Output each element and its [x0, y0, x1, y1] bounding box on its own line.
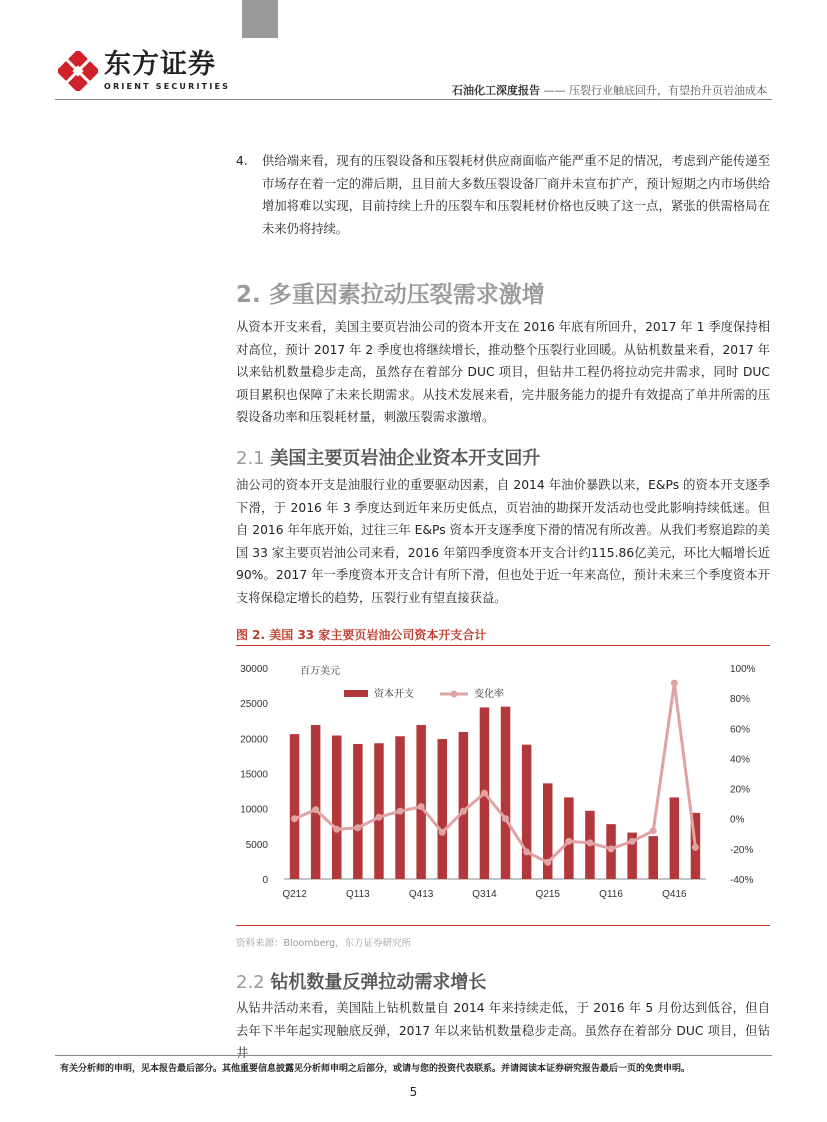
legend-swatch-capex [344, 690, 368, 697]
orient-securities-logo [58, 50, 230, 91]
point-change-rate [565, 838, 572, 845]
point-change-rate [671, 680, 678, 687]
figure-top-rule [236, 645, 770, 646]
section-number: 2.2 [236, 972, 265, 993]
y-left-tick-label: 20000 [240, 734, 268, 746]
bar-capex [395, 736, 404, 879]
bar-capex [459, 732, 468, 879]
point-change-rate [523, 848, 530, 855]
y-right-tick-label: -40% [730, 875, 754, 886]
y-left-tick-label: 15000 [240, 769, 268, 781]
report-type: 石油化工深度报告 [452, 84, 540, 97]
point-change-rate [375, 814, 382, 821]
bar-capex [649, 836, 658, 879]
brand-name-en: ORIENT SECURITIES [104, 82, 231, 91]
header-rule [55, 99, 772, 100]
x-tick-label: Q215 [535, 889, 560, 900]
x-tick-label: Q413 [408, 889, 434, 900]
y-left-tick-label: 25000 [240, 699, 268, 711]
footer-rule [55, 1055, 772, 1056]
report-title: 压裂行业触底回升，有望抬升页岩油成本 [569, 84, 767, 97]
point-change-rate [439, 829, 446, 836]
capex-chart-svg [236, 650, 770, 920]
y-left-unit-label: 百万美元 [300, 666, 340, 677]
x-tick-label: Q116 [599, 889, 623, 900]
point-change-rate [333, 826, 340, 833]
y-right-tick-label: 60% [730, 724, 751, 736]
section-2-2-paragraph: 从钻井活动来看，美国陆上钻机数量自 2014 年来持续走低，于 2016 年 5 月份达到低谷，但自去年下半年起实现触底反弹，2017 年以来钻机数量稳步走高。虽然存在着部分 DUC 项目，但钻井 [236, 1001, 770, 1060]
bar-capex [290, 734, 299, 879]
point-change-rate [629, 838, 636, 845]
section-2-1-paragraph: 油公司的资本开支是油服行业的重要驱动因素，自 2014 年油价暴跌以来，E&Ps 的资本开支逐季下滑，于 2016 年 3 季度达到近年来历史低点，页岩油的勘探开发活动也受此影响持续低迷。但自 2016 年年底开始，过往三年 E&Ps 资本开支逐季度下滑的情况有所改善。从我们考察追踪的美国 33 家主要页岩油公司来看，2016 年第四季度资本开支合计约115.86亿美元，环比大幅增长近90%。2017 年一季度资本开支合计有所下滑，但也处于近一年来高位，预计未来三个季度资本开支将保稳定增长的趋势，压裂行业有望直接获益。 [236, 478, 770, 605]
figure-source: 资料来源：Bloomberg，东方证券研究所 [236, 938, 412, 949]
bar-capex [353, 744, 362, 879]
x-tick-label: Q314 [472, 889, 497, 900]
logo-mark-icon [58, 51, 98, 91]
point-change-rate [502, 815, 509, 822]
y-right-tick-label: 80% [730, 694, 751, 706]
x-tick-label: Q416 [662, 889, 687, 900]
list-item-text: 供给端来看，现有的压裂设备和压裂耗材供应商面临产能严重不足的情况，考虑到产能传递至市场存在着一定的滞后期，且目前大多数压裂设备厂商并未宣布扩产，预计短期之内市场供给增加将难以实现，目前持续上升的压裂车和压裂耗材价格也反映了这一点，紧张的供需格局在未来仍将持续。 [262, 154, 770, 236]
bar-capex [374, 743, 383, 879]
y-left-tick-label: 5000 [245, 839, 268, 851]
figure-caption: 图 2. 美国 33 家主要页岩油公司资本开支合计 [236, 628, 487, 642]
point-change-rate [481, 790, 488, 797]
x-tick-label: Q113 [345, 889, 370, 900]
section-heading-2: 2. 多重因素拉动压裂需求激增 [236, 282, 545, 308]
section-title: 美国主要页岩油企业资本开支回升 [270, 448, 541, 469]
legend-label-change: 变化率 [474, 689, 504, 700]
running-header [452, 82, 767, 98]
point-change-rate [418, 803, 425, 810]
bar-capex [501, 707, 510, 879]
section-heading-2-1 [236, 444, 540, 470]
point-change-rate [354, 824, 361, 831]
section-2-body [236, 316, 770, 429]
bar-capex [438, 739, 447, 879]
bar-capex [416, 725, 425, 879]
page-number: 5 [409, 1085, 418, 1099]
y-left-tick-label: 10000 [240, 804, 268, 816]
y-left-tick-label: 0 [262, 875, 268, 886]
bar-capex [311, 725, 320, 879]
figure-bottom-rule [236, 925, 770, 926]
brand-name-cn: 东方证券 [104, 49, 216, 80]
point-change-rate [544, 859, 551, 866]
point-change-rate [586, 839, 593, 846]
section-number: 2.1 [236, 448, 265, 469]
point-change-rate [397, 808, 404, 815]
y-right-tick-label: 40% [730, 754, 751, 766]
point-change-rate [650, 827, 657, 834]
list-number: 4. [236, 154, 248, 168]
y-right-tick-label: 20% [730, 784, 751, 796]
y-right-tick-label: -20% [730, 844, 754, 856]
point-change-rate [460, 808, 467, 815]
disclaimer: 有关分析师的申明，见本报告最后部分。其他重要信息披露见分析师申明之后部分，或请与您的投资代表联系。并请阅读本证券研究报告最后一页的免责申明。 [60, 1064, 691, 1074]
header-accent-bar [242, 0, 278, 38]
point-change-rate [692, 844, 699, 851]
list-item-4 [236, 150, 770, 240]
point-change-rate [291, 815, 298, 822]
header-separator: —— [543, 84, 566, 97]
capex-chart [236, 650, 770, 920]
point-change-rate [312, 806, 319, 813]
section-2-paragraph: 从资本开支来看，美国主要页岩油公司的资本开支在 2016 年底有所回升，2017 年 1 季度保持相对高位，预计 2017 年 2 季度也将继续增长，推动整个压裂行业回暖。从钻机数量来看，2017 年以来钻机数量稳步走高，虽然存在着部分 DUC 项目，但钻井工程仍将拉动完井需求，同时 DUC 项目累积也保障了未来长期需求。从技术发展来看，完井服务能力的提升有效提高了单井所需的压裂设备功率和压裂耗材量，刺激压裂需求激增。 [236, 320, 770, 424]
bar-capex [670, 797, 679, 879]
x-tick-label: Q212 [282, 889, 307, 900]
section-title: 钻机数量反弹拉动需求增长 [270, 972, 487, 993]
point-change-rate [608, 845, 615, 852]
section-2-1-body [236, 474, 770, 609]
bar-capex [522, 745, 531, 879]
y-left-tick-label: 30000 [240, 664, 268, 675]
legend-label-capex: 资本开支 [374, 689, 414, 700]
y-right-tick-label: 100% [730, 664, 756, 675]
section-heading-2-2 [236, 968, 486, 994]
y-right-tick-label: 0% [730, 814, 745, 826]
legend-marker-change [451, 691, 458, 698]
bar-capex [332, 736, 341, 879]
